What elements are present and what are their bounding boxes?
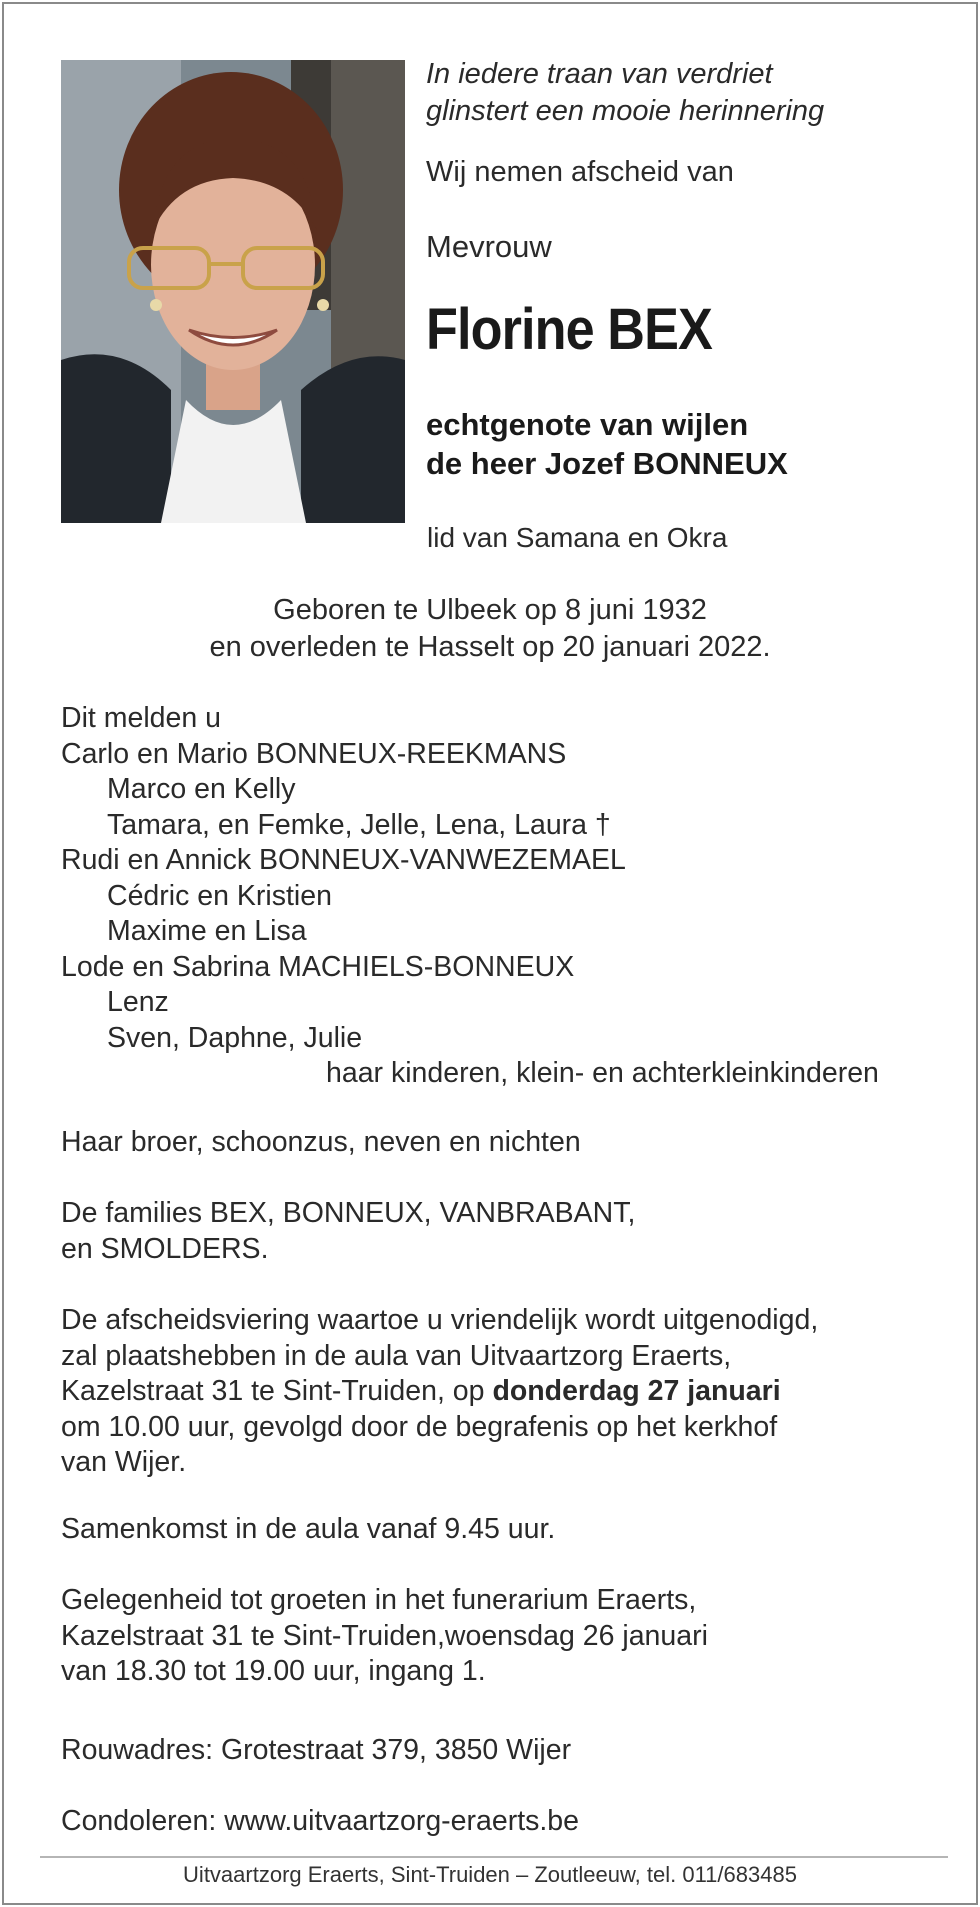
ceremony-address: Kazelstraat 31 te Sint-Truiden, op [61,1375,493,1407]
ceremony-line [61,1374,818,1410]
spouse-line: de heer Jozef BONNEUX [426,446,788,481]
family-intro: Dit melden u [61,702,221,734]
ceremony-paragraph [61,1303,818,1481]
ceremony-line: zal plaatshebben in de aula van Uitvaartzorg Eraerts, [61,1339,732,1372]
family-line: Rudi en Annick BONNEUX-VANWEZEMAEL [61,844,626,876]
visitation-line: van 18.30 tot 19.00 uur, ingang 1. [61,1655,486,1687]
relatives-line: Haar broer, schoonzus, neven en nichten [61,1126,581,1158]
footer-divider [40,1856,948,1858]
membership: lid van Samana en Okra [427,522,728,553]
mourning-address: Rouwadres: Grotestraat 379, 3850 Wijer [61,1734,572,1766]
birth-death-info [4,592,976,666]
family-line: Cédric en Kristien [107,879,332,912]
visitation-line: Kazelstraat 31 te Sint-Truiden,woensdag 26 januari [61,1619,708,1652]
memorial-quote [426,56,824,130]
family-line: Lenz [107,986,169,1018]
ceremony-line: om 10.00 uur, gevolgd door de begrafenis op het kerkhof [61,1410,778,1443]
visitation-line: Gelegenheid tot groeten in het funerarium Eraerts, [61,1584,697,1616]
birth-line: Geboren te Ulbeek op 8 juni 1932 [273,594,707,626]
honorific: Mevrouw [426,229,552,264]
families-line: De families BEX, BONNEUX, VANBRABANT, [61,1197,636,1229]
funeral-home-footer: Uitvaartzorg Eraerts, Sint-Truiden – Zoutleeuw, tel. 011/683485 [183,1862,797,1887]
spouse-line: echtgenote van wijlen [426,407,749,442]
ceremony-line: van Wijer. [61,1446,187,1478]
farewell-intro: Wij nemen afscheid van [426,156,734,188]
portrait-photo [61,60,405,523]
condolence-link[interactable]: Condoleren: www.uitvaartzorg-eraerts.be [61,1805,579,1837]
obituary-card [2,2,978,1905]
death-line: en overleden te Hasselt op 20 januari 2022. [209,631,771,663]
family-signature: haar kinderen, klein- en achterkleinkinderen [326,1057,879,1089]
family-line: Lode en Sabrina MACHIELS-BONNEUX [61,950,575,983]
quote-line: In iedere traan van verdriet [426,58,773,90]
family-line: Marco en Kelly [107,773,296,805]
visitation-paragraph [61,1583,708,1690]
gathering-info: Samenkomst in de aula vanaf 9.45 uur. [61,1513,556,1545]
ceremony-line: De afscheidsviering waartoe u vriendelijk wordt uitgenodigd, [61,1304,819,1336]
deceased-name: Florine BEX [426,297,712,362]
family-line: Carlo en Mario BONNEUX-REEKMANS [61,737,567,770]
family-line: Maxime en Lisa [107,915,307,947]
family-line: Tamara, en Femke, Jelle, Lena, Laura † [107,808,611,841]
ceremony-date: donderdag 27 januari [492,1375,781,1407]
spouse-info [426,405,788,483]
families-paragraph [61,1196,635,1267]
families-line: en SMOLDERS. [61,1232,269,1265]
family-line: Sven, Daphne, Julie [107,1021,363,1054]
quote-line: glinstert een mooie herinnering [426,95,825,127]
family-announcement [61,701,931,1092]
